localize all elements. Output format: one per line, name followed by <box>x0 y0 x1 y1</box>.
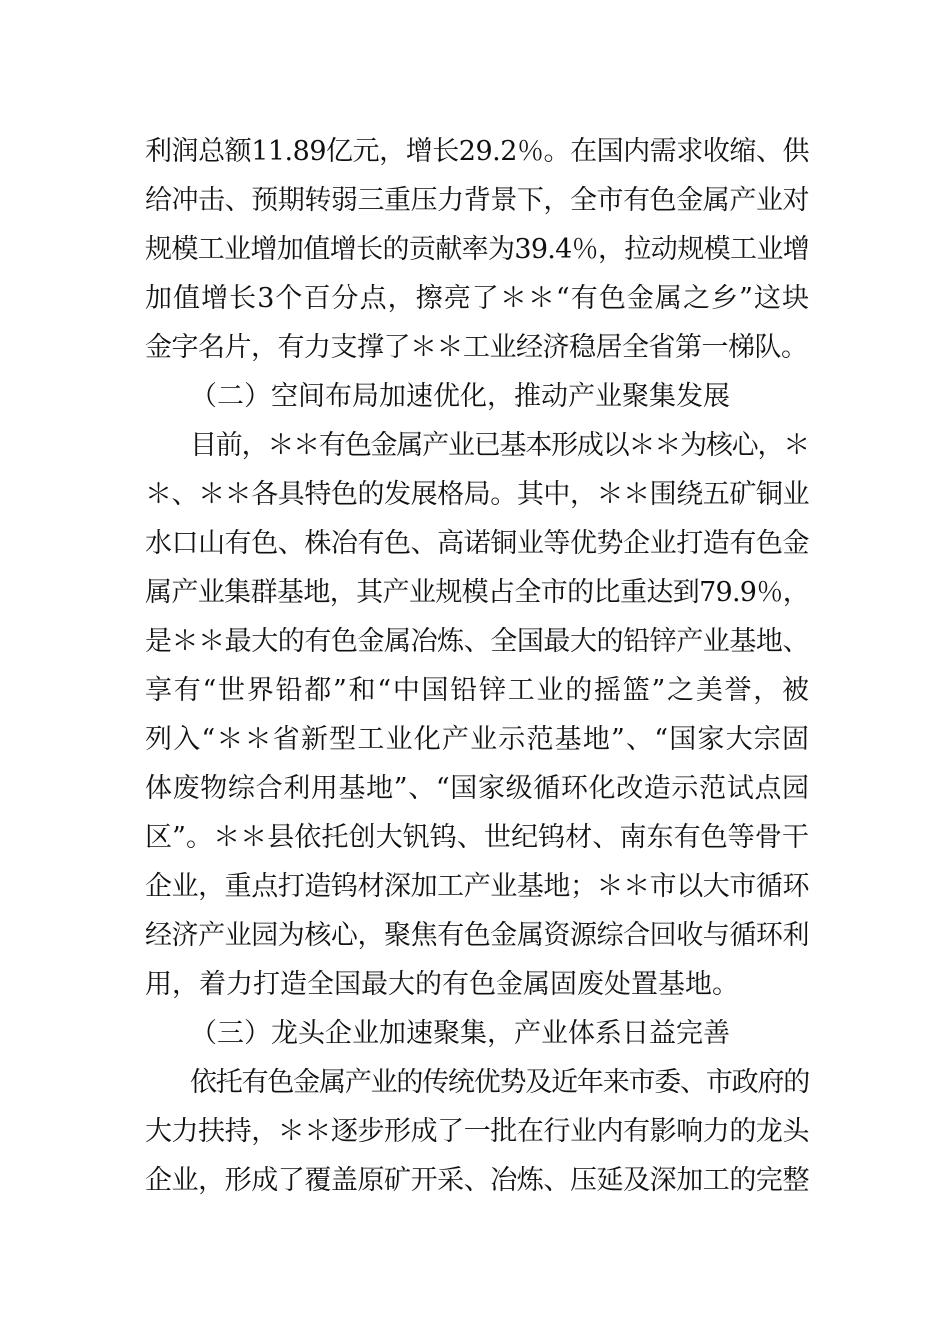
text-line: 依托有色金属产业的传统优势及近年来市委、市政府的 <box>190 1067 809 1098</box>
text-line: 水口山有色、株冶有色、高诺铜业等优势企业打造有色金 <box>145 528 809 559</box>
text-line: 是＊＊最大的有色金属冶炼、全国最大的铅锌产业基地、 <box>145 626 809 657</box>
text-line: 给冲击、预期转弱三重压力背景下，全市有色金属产业对 <box>145 185 809 216</box>
text-line: 目前，＊＊有色金属产业已基本形成以＊＊为核心，＊ <box>190 430 809 461</box>
text-line: 属产业集群基地，其产业规模占全市的比重达到79.9％， <box>145 577 809 608</box>
text-line: 经济产业园为核心，聚焦有色金属资源综合回收与循环利 <box>145 920 809 951</box>
section-heading: （二）空间布局加速优化，推动产业聚集发展 <box>190 381 730 412</box>
text-line: 企业，重点打造钨材深加工产业基地；＊＊市以大市循环 <box>145 871 809 902</box>
text-line: 大力扶持，＊＊逐步形成了一批在行业内有影响力的龙头 <box>145 1116 809 1147</box>
text-line: 规模工业增加值增长的贡献率为39.4％，拉动规模工业增 <box>145 234 809 265</box>
text-line: 利润总额11.89亿元，增长29.2％。在国内需求收缩、供 <box>145 136 809 167</box>
text-line: 用，着力打造全国最大的有色金属固废处置基地。 <box>145 969 739 1000</box>
text-line: ＊、＊＊各具特色的发展格局。其中，＊＊围绕五矿铜业 <box>145 479 809 510</box>
text-line: 体废物综合利用基地”、“国家级循环化改造示范试点园 <box>145 773 809 804</box>
text-line: 金字名片，有力支撑了＊＊工业经济稳居全省第一梯队。 <box>145 332 808 363</box>
text-line: 企业，形成了覆盖原矿开采、冶炼、压延及深加工的完整 <box>145 1165 809 1196</box>
text-line: 加值增长3个百分点，擦亮了＊＊“有色金属之乡”这块 <box>145 283 809 314</box>
text-line: 区”。＊＊县依托创大钒钨、世纪钨材、南东有色等骨干 <box>145 822 809 853</box>
text-line: 享有“世界铅都”和“中国铅锌工业的摇篮”之美誉，被 <box>145 675 809 706</box>
text-line: 列入“＊＊省新型工业化产业示范基地”、“国家大宗固 <box>145 724 809 755</box>
section-heading: （三）龙头企业加速聚集，产业体系日益完善 <box>190 1018 730 1049</box>
